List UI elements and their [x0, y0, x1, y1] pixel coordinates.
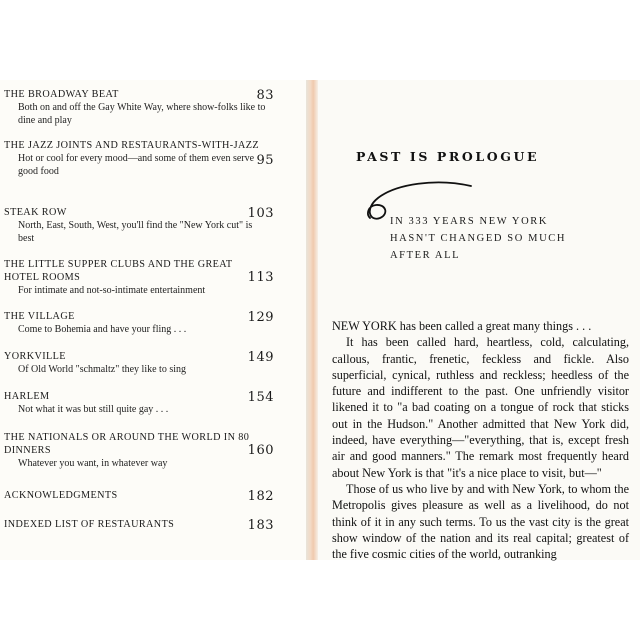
book-gutter [306, 80, 318, 560]
toc-entry [4, 310, 294, 336]
toc-entry-title: THE JAZZ JOINTS AND RESTAURANTS-WITH-JAZZ [4, 140, 259, 151]
toc-entry [4, 139, 294, 178]
chapter-subhead [390, 213, 590, 264]
toc-entry-desc: Hot or cool for every mood—and some of them even serve good food [18, 153, 255, 177]
toc-entry-title: THE NATIONALS OR AROUND THE WORLD IN 80 DINNERS [4, 432, 250, 456]
toc-entry-page: 183 [247, 518, 274, 533]
toc-entry-desc: Whatever you want, in whatever way [18, 458, 168, 469]
toc-entry-title: ACKNOWLEDGMENTS [4, 490, 118, 501]
toc-entry-page: 149 [247, 350, 274, 365]
toc-entry-page: 83 [256, 88, 274, 103]
toc-entry-page: 182 [247, 489, 274, 504]
toc-entry [4, 518, 294, 531]
toc-entry [4, 206, 294, 245]
subhead-line: IN 333 YEARS NEW YORK [390, 216, 549, 227]
toc-entry-title: INDEXED LIST OF RESTAURANTS [4, 519, 175, 530]
toc-entry-title: THE LITTLE SUPPER CLUBS AND THE GREAT HOTEL ROOMS [4, 259, 233, 283]
toc-entry-page: 160 [247, 443, 274, 458]
body-paragraph: Those of us who live by and with New York, to whom the Metropolis gives pleasure as well as a livelihood, do not think of it in any such terms. To us the vast city is the great show window of the nation and its real capital; greatest of the five cosmic cities of the world, outranking [332, 481, 629, 562]
toc-entry [4, 88, 294, 127]
toc-entry-page: 95 [256, 153, 274, 168]
toc-entry-title: THE BROADWAY BEAT [4, 89, 119, 100]
subhead-line: HASN'T CHANGED SO MUCH [390, 233, 567, 244]
toc-entry [4, 350, 294, 376]
chapter-heading: PAST IS PROLOGUE [356, 149, 540, 164]
toc-entry-desc: For intimate and not-so-intimate entertainment [18, 285, 206, 296]
body-paragraph: It has been called hard, heartless, cold, calculating, callous, frantic, frenetic, feckless and fickle. Also superficial, cynical, ruthless and reckless; heedless of the future and indifferent to the past. One unfriendly visitor likened it to "a bad coating on a tongue of rock that sticks out in the Hudson." Another admitted that New York did, indeed, have everything—"everything, that is, except fresh air and good manners." The remark most frequently heard about New York is that "it's a nice place to visit, but—" [332, 335, 629, 480]
toc-entry-desc: Come to Bohemia and have your fling . . . [18, 324, 187, 335]
toc-entry-page: 103 [247, 206, 274, 221]
toc-entry-page: 129 [247, 310, 274, 325]
toc-entry-title: STEAK ROW [4, 207, 67, 218]
toc-entry [4, 489, 294, 502]
toc-entry [4, 431, 294, 470]
chapter-body [332, 318, 629, 562]
toc-entry-title: HARLEM [4, 391, 50, 402]
toc-entry-title: YORKVILLE [4, 351, 66, 362]
body-paragraph: NEW YORK has been called a great many things . . . [332, 319, 592, 333]
toc-entry-title: THE VILLAGE [4, 311, 75, 322]
toc-entry [4, 258, 294, 297]
toc-entry [4, 390, 294, 416]
toc-entry-page: 113 [247, 270, 274, 285]
toc-entry-desc: Of Old World "schmaltz" they like to sing [18, 364, 186, 375]
subhead-line: AFTER ALL [390, 250, 461, 261]
toc-entry-desc: Both on and off the Gay White Way, where show-folks like to dine and play [18, 102, 266, 126]
toc-entry-desc: North, East, South, West, you'll find the "New York cut" is best [18, 220, 253, 244]
toc-entry-desc: Not what it was but still quite gay . . . [18, 404, 169, 415]
toc-entry-page: 154 [247, 390, 274, 405]
